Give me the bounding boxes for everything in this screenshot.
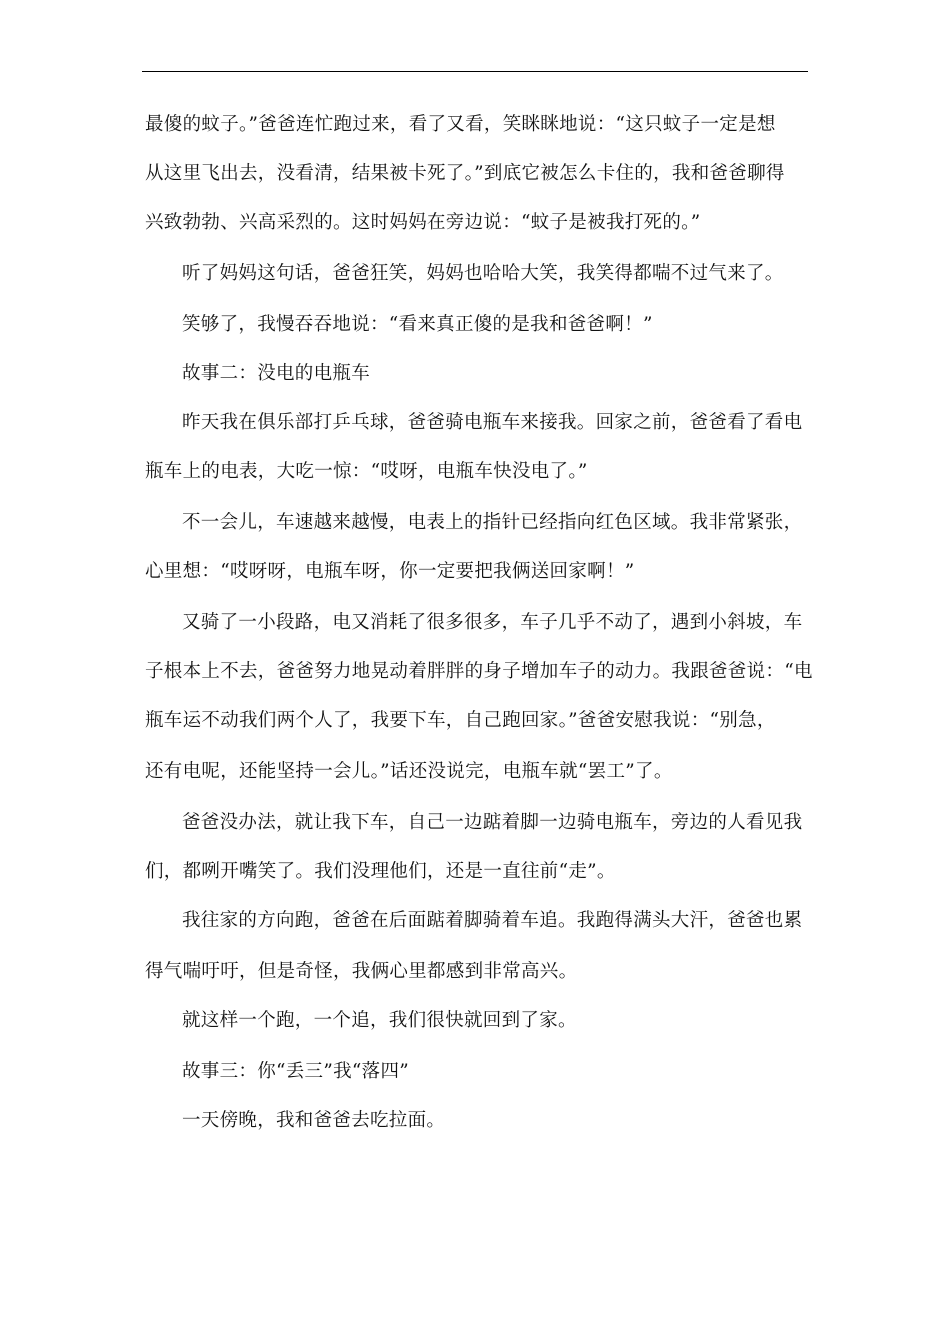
paragraph-line: 就这样一个跑，一个追，我们很快就回到了家。 (182, 1010, 577, 1031)
paragraph-line: 不一会儿，车速越来越慢，电表上的指针已经指向红色区域。我非常紧张， (182, 512, 803, 533)
section-heading: 故事三：你“丢三”我“落四” (182, 1061, 410, 1082)
paragraph-line: 最傻的蚊子。”爸爸连忙跑过来，看了又看，笑眯眯地说：“这只蚊子一定是想 (145, 114, 776, 135)
paragraph-line: 子根本上不去，爸爸努力地晃动着胖胖的身子增加车子的动力。我跟爸爸说：“电 (145, 661, 813, 682)
paragraph-line: 听了妈妈这句话，爸爸狂笑，妈妈也哈哈大笑，我笑得都喘不过气来了。 (182, 263, 784, 284)
paragraph-line: 们，都咧开嘴笑了。我们没理他们，还是一直往前“走”。 (145, 861, 616, 882)
paragraph-line: 一天傍晚，我和爸爸去吃拉面。 (182, 1110, 446, 1131)
paragraph-line: 我往家的方向跑，爸爸在后面踮着脚骑着车追。我跑得满头大汗，爸爸也累 (182, 910, 803, 931)
paragraph-line: 爸爸没办法，就让我下车，自己一边踮着脚一边骑电瓶车，旁边的人看见我 (182, 812, 803, 833)
section-heading: 故事二：没电的电瓶车 (182, 363, 371, 384)
paragraph-line: 瓶车上的电表，大吃一惊：“哎呀，电瓶车快没电了。” (145, 461, 588, 482)
paragraph-line: 心里想：“哎呀呀，电瓶车呀，你一定要把我俩送回家啊！” (145, 561, 635, 582)
paragraph-line: 笑够了，我慢吞吞地说：“看来真正傻的是我和爸爸啊！” (182, 314, 653, 335)
paragraph-line: 得气喘吁吁，但是奇怪，我俩心里都感到非常高兴。 (145, 961, 578, 982)
paragraph-line: 瓶车运不动我们两个人了，我要下车，自己跑回家。”爸爸安慰我说：“别急， (145, 710, 776, 731)
paragraph-line: 又骑了一小段路，电又消耗了很多很多，车子几乎不动了，遇到小斜坡，车 (182, 612, 803, 633)
paragraph-line: 还有电呢，还能坚持一会儿。”话还没说完，电瓶车就“罢工”了。 (145, 761, 673, 782)
paragraph-line: 从这里飞出去，没看清，结果被卡死了。”到底它被怎么卡住的，我和爸爸聊得 (145, 163, 785, 184)
header-rule (142, 71, 808, 72)
paragraph-line: 兴致勃勃、兴高采烈的。这时妈妈在旁边说：“蚊子是被我打死的。” (145, 212, 701, 233)
paragraph-line: 昨天我在俱乐部打乒乓球，爸爸骑电瓶车来接我。回家之前，爸爸看了看电 (182, 412, 803, 433)
